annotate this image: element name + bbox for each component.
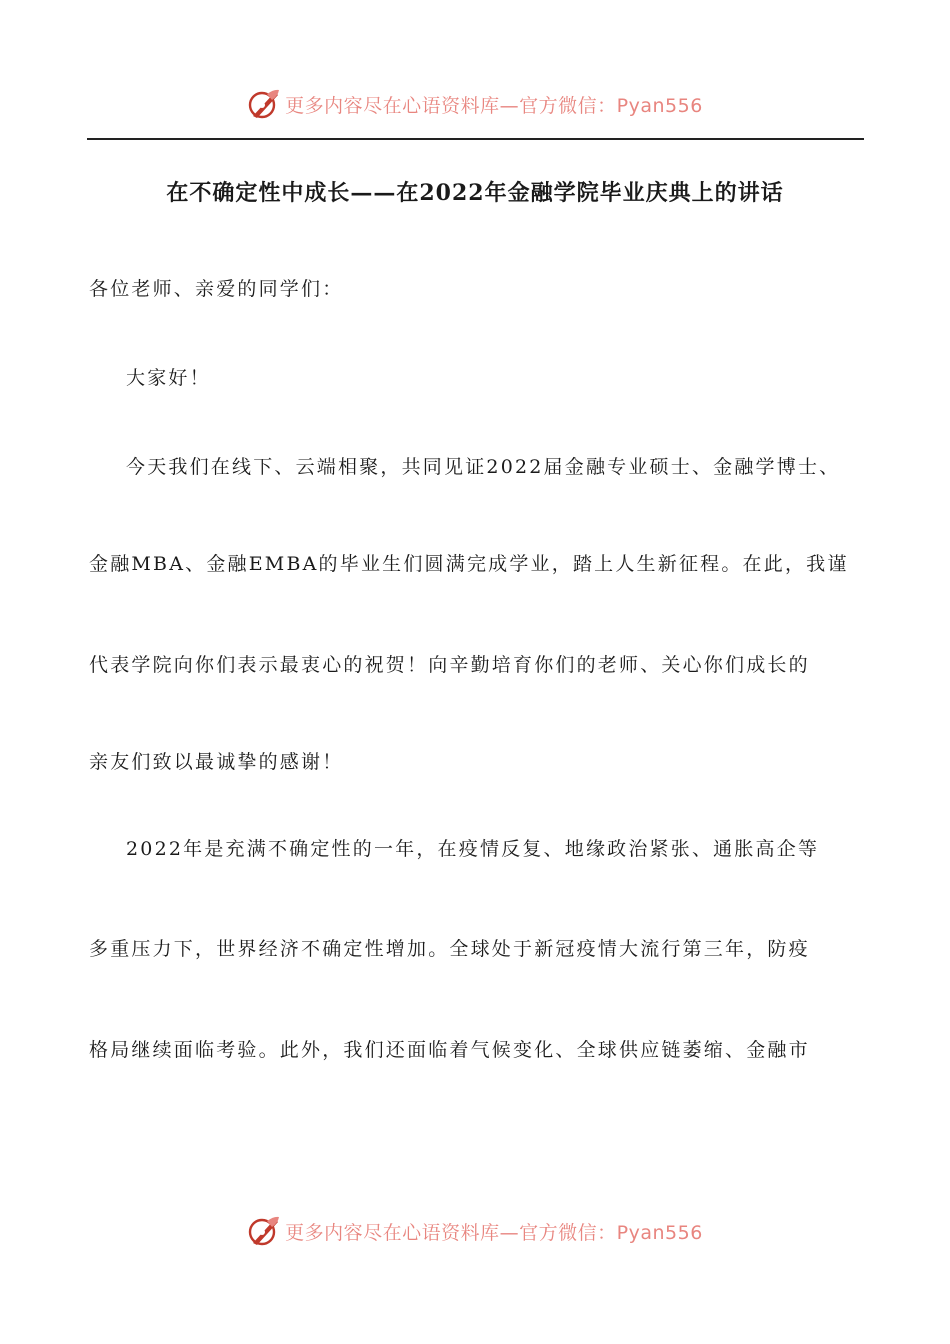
paragraph-line: 代表学院向你们表示最衷心的祝贺！向辛勤培育你们的老师、关心你们成长的 — [89, 654, 810, 676]
header-divider — [87, 138, 864, 140]
quill-pen-logo-icon — [247, 1214, 281, 1248]
paragraph-line: 多重压力下，世界经济不确定性增加。全球处于新冠疫情大流行第三年，防疫 — [89, 938, 810, 960]
paragraph-line: 2022年是充满不确定性的一年，在疫情反复、地缘政治紧张、通胀高企等 — [126, 838, 820, 860]
paragraph-line: 今天我们在线下、云端相聚，共同见证2022届金融专业硕士、金融学博士、 — [126, 456, 841, 478]
salutation: 各位老师、亲爱的同学们： — [89, 278, 344, 300]
paragraph-line: 格局继续面临考验。此外，我们还面临着气候变化、全球供应链萎缩、金融市 — [89, 1039, 810, 1061]
quill-pen-logo-icon — [247, 87, 281, 121]
footer-banner-text: 更多内容尽在心语资料库—官方微信：Pyan556 — [285, 1221, 703, 1244]
paragraph-line: 亲友们致以最诚挚的感谢！ — [89, 751, 344, 773]
footer-banner — [0, 1211, 950, 1251]
paragraph-line: 金融MBA、金融EMBA的毕业生们圆满完成学业，踏上人生新征程。在此，我谨 — [89, 553, 849, 575]
greeting: 大家好！ — [126, 367, 211, 389]
document-title: 在不确定性中成长——在2022年金融学院毕业庆典上的讲话 — [166, 180, 784, 206]
header-banner — [0, 84, 950, 124]
header-banner-text: 更多内容尽在心语资料库—官方微信：Pyan556 — [285, 94, 703, 117]
